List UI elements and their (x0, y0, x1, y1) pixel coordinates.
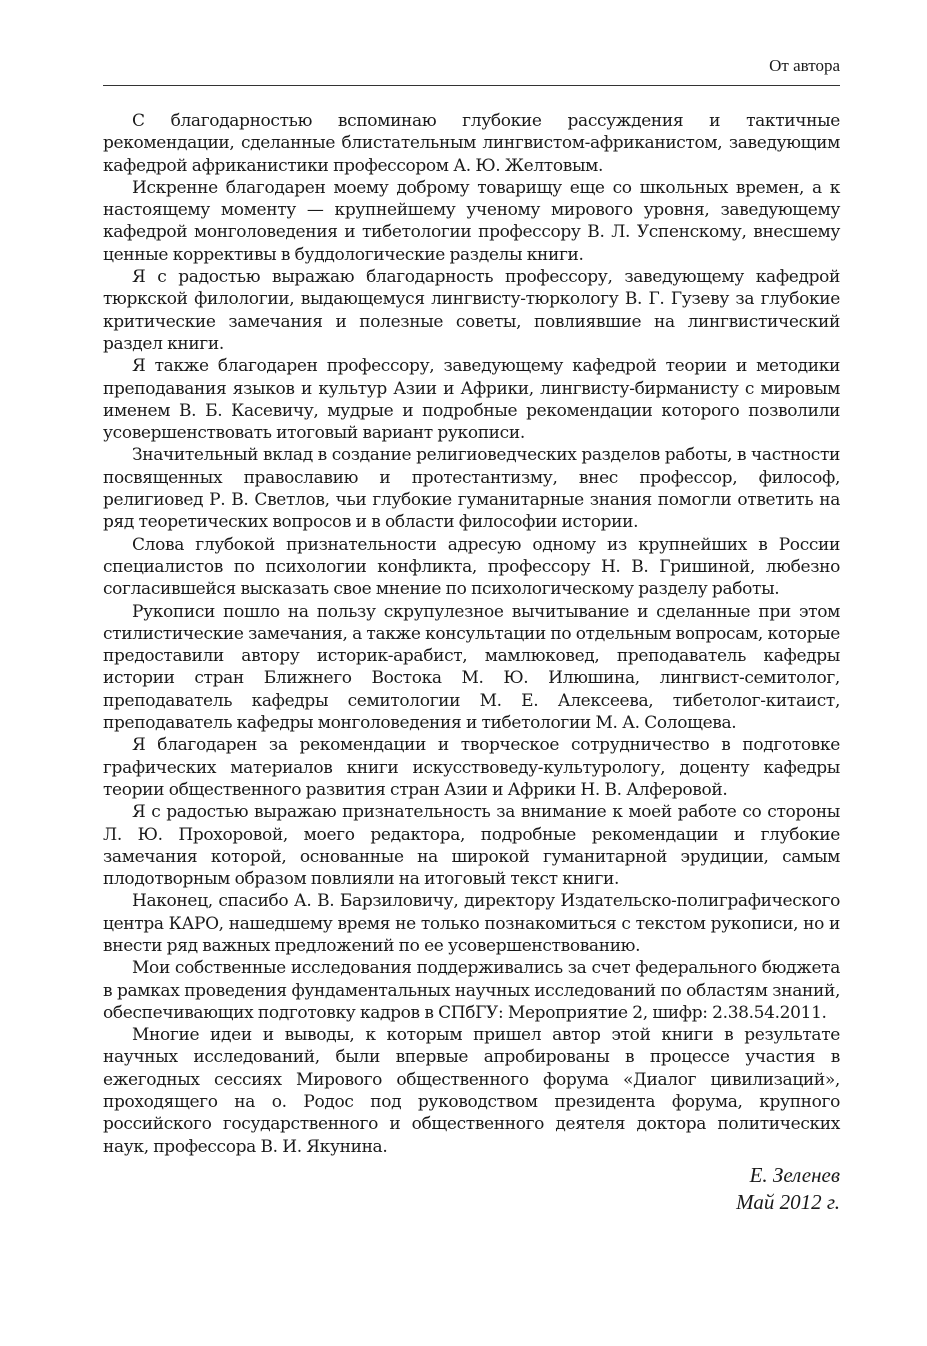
paragraph-10: Наконец, спасибо А. В. Барзиловичу, директору Издательско-полиграфического центра КАРО, нашедшему время не только познакомиться с текстом рукописи, но и внести ряд важных предложений по ее усовершенствованию. (103, 891, 840, 956)
paragraph-8: Я благодарен за рекомендации и творческое сотрудничество в подготовке графических материалов книги искусствоведу-культурологу, доценту кафедры теории общественного развития стран Азии и Африки Н. В. Алферовой. (103, 735, 840, 800)
paragraph-3: Я с радостью выражаю благодарность профессору, заведующему кафедрой тюркской филологии, выдающемуся лингвисту-тюркологу В. Г. Гузеву за глубокие критические замечания и полезные советы, повлиявшие на лингвистический раздел книги. (103, 267, 840, 354)
paragraph-12: Многие идеи и выводы, к которым пришел автор этой книги в результате научных исследований, были впервые апробированы в процессе участия в ежегодных сессиях Мирового общественного форума «Диалог цивилизаций», проходящего на о. Родос под руководством президента форума, крупного российского государственного и общественного деятеля доктора политических наук, профессора В. И. Якунина. (103, 1025, 840, 1157)
paragraph-4: Я также благодарен профессору, заведующему кафедрой теории и методики преподавания языков и культур Азии и Африки, лингвисту-бирманисту с мировым именем В. Б. Касевичу, мудрые и подробные рекомендации которого позволили усовершенствовать итоговый вариант рукописи. (103, 356, 840, 444)
signature-author: Е. Зеленев (749, 1163, 840, 1187)
signature-date: Май 2012 г. (736, 1190, 840, 1214)
paragraph-11: Мои собственные исследования поддерживались за счет федерального бюджета в рамках проведения фундаментальных научных исследований по областям знаний, обеспечивающих подготовку кадров в СПбГУ: Мероприятие 2, шифр: 2.38.54.2011. (103, 958, 840, 1023)
paragraph-9: Я с радостью выражаю признательность за внимание к моей работе со стороны Л. Ю. Прохоровой, моего редактора, подробные рекомендации и глубокие замечания которой, основанные на широкой гуманитарной эрудиции, самым плодотворным образом повлияли на итоговый текст книги. (103, 802, 840, 890)
paragraph-2: Искренне благодарен моему доброму товарищу еще со школьных времен, а к настоящему моменту — крупнейшему ученому мирового уровня, заведующему кафедрой монголоведения и тибетологии профессору В. Л. Успенскому, внесшему ценные коррективы в буддологические разделы книги. (103, 177, 840, 265)
paragraph-6: Слова глубокой признательности адресую одному из крупнейших в России специалистов по психологии конфликта, профессору Н. В. Гришиной, любезно согласившейся высказать свое мнение по психологическому разделу работы. (103, 534, 840, 600)
running-header-title: От автора (769, 56, 840, 75)
paragraph-7: Рукописи пошло на пользу скрупулезное вычитывание и сделанные при этом стилистические замечания, а также консультации по отдельным вопросам, которые предоставили автору историк-арабист, мамлюковед, преподаватель кафедры истории стран Ближнего Востока М. Ю. Илюшина, лингвист-семитолог, преподаватель кафедры семитологии М. Е. Алексеева, тибетолог-китаист, преподаватель кафедры монголоведения и тибетологии М. А. Солощева. (103, 601, 840, 734)
signature-block (103, 1162, 840, 1216)
paragraph-1: С благодарностью вспоминаю глубокие рассуждения и тактичные рекомендации, сделанные блистательным лингвистом-африканистом, заведующим кафедрой африканистики профессором А. Ю. Желтовым. (103, 111, 840, 176)
running-header (103, 56, 840, 86)
paragraph-5: Значительный вклад в создание религиоведческих разделов работы, в частности посвященных православию и протестантизму, внес профессор, философ, религиовед Р. В. Светлов, чьи глубокие гуманитарные знания помогли ответить на ряд теоретических вопросов и в области философии истории. (103, 445, 840, 533)
acknowledgements-text (103, 110, 840, 1158)
